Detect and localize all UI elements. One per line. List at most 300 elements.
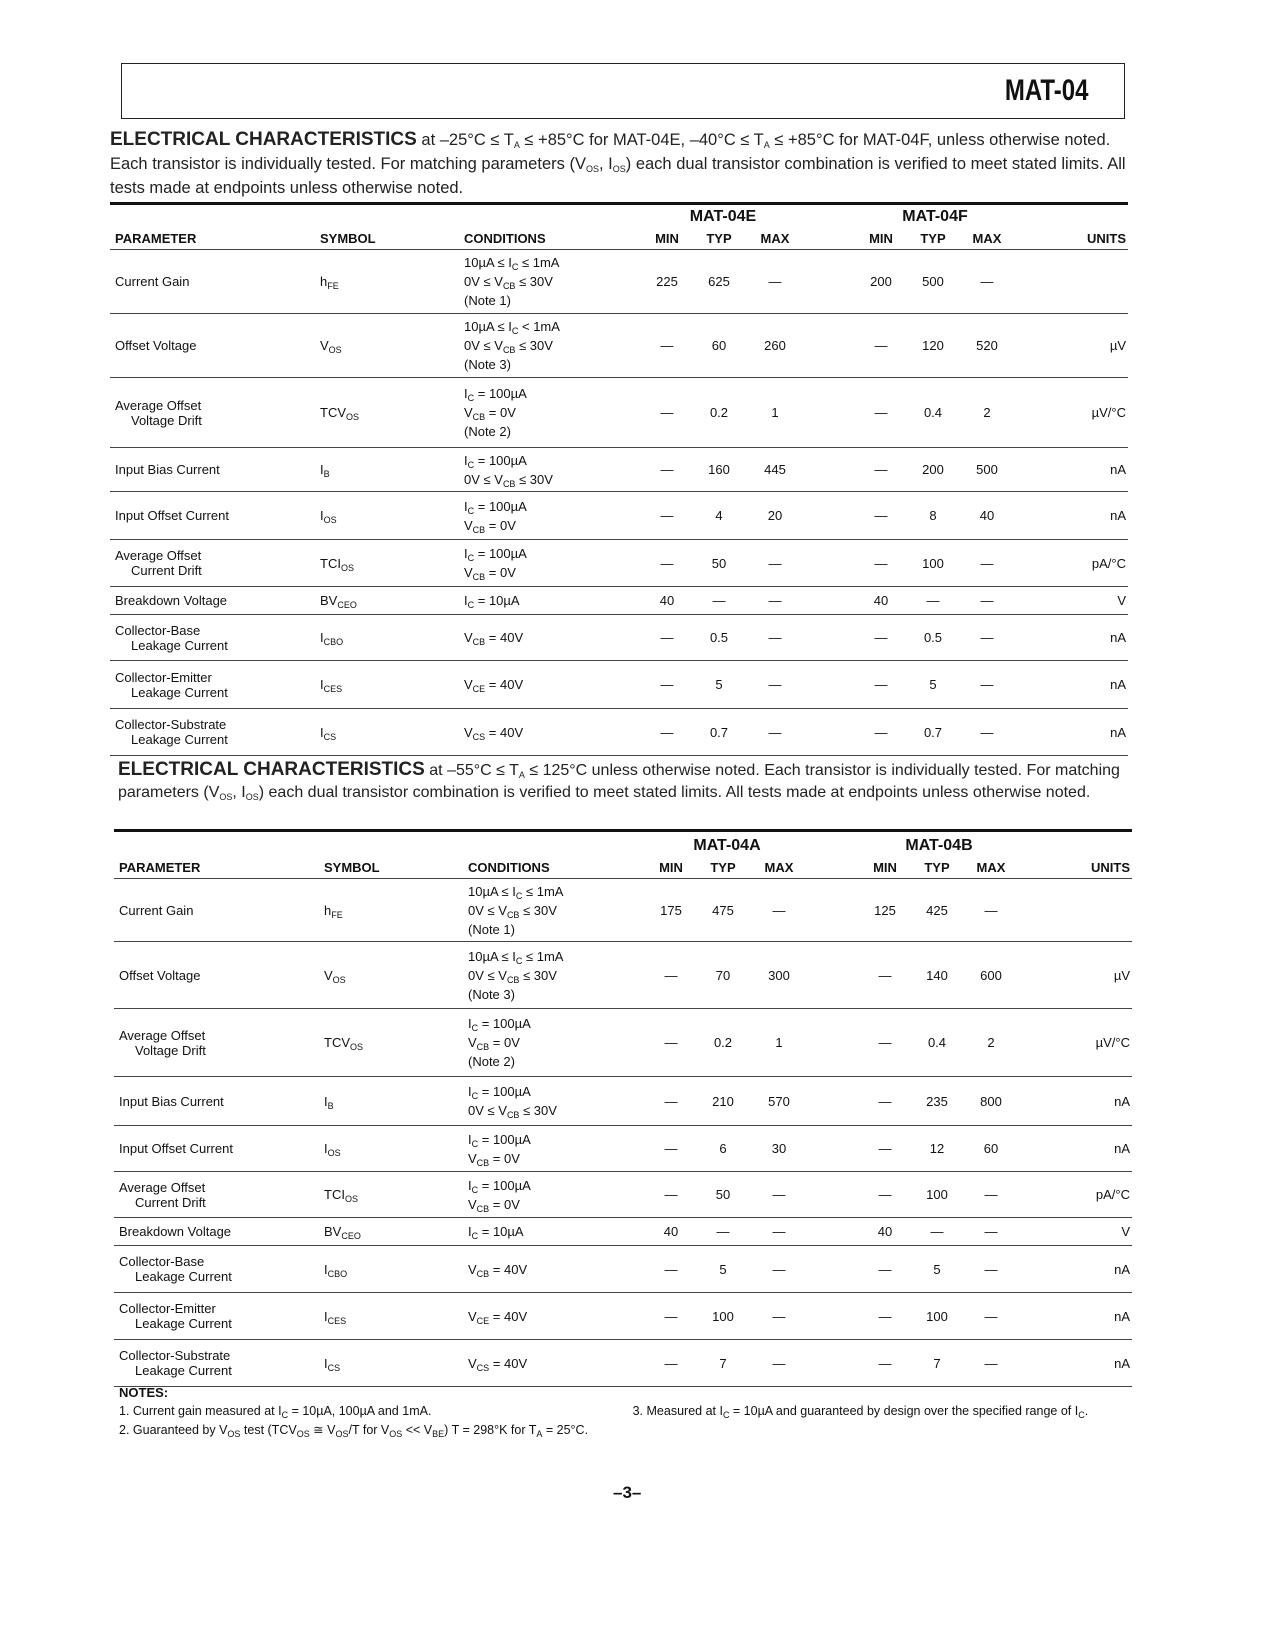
max-value: — <box>984 902 998 918</box>
column-header-row <box>114 856 1132 879</box>
conditions-cell <box>466 947 644 1004</box>
typ-value: 4 <box>715 508 723 523</box>
symbol-cell: $I_{CS}$ <box>320 724 337 742</box>
typ-value: 625 <box>708 274 730 289</box>
symbol-cell: $BV_{CEO}$ <box>324 1224 361 1241</box>
max-value: — <box>768 724 782 740</box>
max-value: 300 <box>768 967 790 983</box>
table-row <box>114 1009 1132 1077</box>
condition-line: $I_C = 100\mu A$ <box>464 452 527 470</box>
parameter-line: Current Drift <box>131 563 202 578</box>
parameter-line: Average Offset <box>115 397 202 413</box>
min-value: 225 <box>656 274 678 289</box>
group-label: MAT-04B <box>905 837 973 854</box>
part-number-title: MAT-04 <box>1004 74 1088 107</box>
table-row <box>110 587 1128 615</box>
condition-line: $10\mu A \le I_C \le 1mA$ <box>468 948 564 966</box>
units-cell: pA/°C <box>1095 1187 1130 1202</box>
column-header: TYP <box>920 230 946 246</box>
column-header: MIN <box>873 859 897 875</box>
max-value: — <box>984 1355 998 1371</box>
typ-value: 5 <box>933 1261 941 1277</box>
max-value: 600 <box>980 967 1002 983</box>
group-header-row <box>110 207 1128 227</box>
condition-line: $I_C = 100\mu A$ <box>468 1131 531 1149</box>
typ-value: 100 <box>926 1187 948 1202</box>
symbol-cell: $I_{CBO}$ <box>320 630 344 647</box>
max-value: 30 <box>771 1141 787 1156</box>
parameter-cell <box>114 1254 322 1284</box>
parameter-line: Leakage Current <box>135 1316 232 1331</box>
condition-line: $I_C = 100\mu A$ <box>468 1177 531 1195</box>
table-row <box>110 314 1128 378</box>
notes <box>119 1383 1129 1440</box>
symbol-cell: $TCI_{OS}$ <box>320 555 354 573</box>
min-value: — <box>660 462 674 477</box>
column-header: TYP <box>710 859 736 875</box>
min-value: — <box>660 338 674 353</box>
conditions-cell <box>462 675 640 694</box>
table-row <box>110 661 1128 709</box>
note-3: 3. Measured at $I_C = 10\mu A$ and guaranteed by design over the specified range of $I_C$. <box>632 1404 1089 1420</box>
min-value: — <box>878 1141 892 1156</box>
table-row <box>110 540 1128 587</box>
typ-value: 7 <box>933 1355 941 1371</box>
condition-line: $V_{CB} = 40V$ <box>464 630 524 647</box>
condition-line: $0V \le V_{CB} \le 30V$ <box>464 338 553 355</box>
max-value: 1 <box>771 405 779 420</box>
symbol-cell: $I_B$ <box>320 462 330 479</box>
condition-line: $V_{CE} = 40V$ <box>468 1308 528 1326</box>
min-value: 175 <box>660 902 682 918</box>
parameter-line: Leakage Current <box>135 1269 232 1284</box>
page-number: –3– <box>613 1483 642 1502</box>
min-value: — <box>660 508 674 523</box>
condition-line: $10\mu A \le I_C \le 1mA$ <box>468 883 564 901</box>
parameter-cell <box>114 1094 322 1109</box>
parameter-line: Voltage Drift <box>131 412 202 428</box>
max-value: — <box>772 1224 786 1239</box>
parameter-line: Collector-Emitter <box>119 1301 216 1316</box>
symbol-cell: $I_B$ <box>324 1093 334 1111</box>
condition-line: $0V \le V_{CB} \le 30V$ <box>468 967 557 985</box>
parameter-line: Average Offset <box>115 548 202 563</box>
min-value: — <box>878 967 892 983</box>
parameter-cell <box>114 1028 322 1058</box>
condition-line: $V_{CB} = 0V$ <box>464 565 516 582</box>
max-value: — <box>772 1261 786 1277</box>
units-cell: µV <box>1113 967 1130 983</box>
min-value: — <box>664 1187 678 1202</box>
min-value: — <box>660 405 674 420</box>
typ-value: — <box>930 1224 944 1239</box>
column-header: CONDITIONS <box>464 230 546 246</box>
table-row <box>110 492 1128 540</box>
units-cell: nA <box>1110 630 1126 645</box>
parameter-cell <box>110 462 318 477</box>
symbol-cell: $I_{CES}$ <box>320 677 343 694</box>
group-label: MAT-04F <box>902 208 968 225</box>
condition-line: $0V \le V_{CB} \le 30V$ <box>468 902 557 920</box>
condition-line: $V_{CB} = 0V$ <box>468 1196 520 1214</box>
min-value: 40 <box>873 593 889 608</box>
typ-value: 0.4 <box>923 405 943 420</box>
symbol-cell: $h_{FE}$ <box>324 902 343 920</box>
max-value: — <box>980 724 994 740</box>
divider <box>110 202 1128 205</box>
parameter-line: Average Offset <box>119 1179 206 1195</box>
typ-value: 0.2 <box>713 1035 733 1050</box>
max-value: — <box>984 1261 998 1277</box>
conditions-cell <box>462 544 640 582</box>
min-value: — <box>664 967 678 983</box>
conditions-cell <box>462 451 640 489</box>
table-row <box>114 879 1132 942</box>
parameter-cell <box>110 338 318 353</box>
units-cell: nA <box>1110 677 1126 692</box>
typ-value: 5 <box>719 1261 727 1277</box>
symbol-cell: $TCV_{OS}$ <box>324 1035 364 1052</box>
group-label: MAT-04E <box>689 208 757 225</box>
table-row <box>110 448 1128 492</box>
min-value: — <box>878 1187 892 1202</box>
condition-line: (Note 1) <box>468 921 515 937</box>
min-value: — <box>878 1355 892 1371</box>
condition-line: $I_C = 100\mu A$ <box>464 498 527 516</box>
parameter-cell <box>110 548 318 578</box>
table-row <box>114 1293 1132 1340</box>
header-box <box>121 63 1125 119</box>
min-value: — <box>878 1261 892 1277</box>
section-intro-2: ELECTRICAL CHARACTERISTICS at $-55^\circ C \le T_A \le 125^\circ C$ unless otherwise noted. Each transistor is individually tested. For matching parameters ($V_{OS}$, $I_{OS}$) each dual transistor combination is verified to meet stated limits. All tests made at endpoints unless otherwise noted. <box>118 759 1120 802</box>
max-value: — <box>772 1308 786 1324</box>
units-cell: V <box>1117 593 1126 608</box>
condition-line: (Note 3) <box>468 986 515 1002</box>
typ-value: 100 <box>712 1308 734 1324</box>
typ-value: 70 <box>715 967 731 983</box>
parameter-cell <box>110 717 318 747</box>
symbol-cell: $I_{OS}$ <box>324 1141 341 1158</box>
typ-value: 5 <box>929 677 937 692</box>
typ-value: 6 <box>719 1141 727 1156</box>
units-cell: pA/°C <box>1091 555 1126 571</box>
parameter-cell <box>114 903 322 918</box>
parameter-cell <box>114 1301 322 1331</box>
typ-value: 235 <box>926 1093 948 1109</box>
max-value: — <box>984 1308 998 1324</box>
parameter-line: Collector-Emitter <box>115 669 212 685</box>
conditions-cell <box>462 628 640 647</box>
max-value: 570 <box>768 1093 790 1109</box>
parameter-cell <box>114 1348 322 1378</box>
conditions-cell <box>462 317 640 374</box>
min-value: — <box>660 724 674 740</box>
parameter-cell <box>114 1224 322 1239</box>
min-value: — <box>878 1035 892 1050</box>
units-cell: nA <box>1110 508 1126 523</box>
typ-value: 425 <box>926 902 948 918</box>
column-header: MAX <box>972 230 1002 246</box>
condition-line: (Note 2) <box>464 424 511 439</box>
typ-value: 140 <box>926 967 948 983</box>
max-value: 40 <box>979 508 995 523</box>
min-value: 125 <box>874 902 896 918</box>
column-header: SYMBOL <box>324 859 380 875</box>
max-value: 800 <box>980 1093 1002 1109</box>
parameter-line: Average Offset <box>119 1027 206 1043</box>
conditions-cell <box>462 384 640 441</box>
min-value: — <box>878 1308 892 1324</box>
symbol-cell: $I_{CES}$ <box>324 1308 347 1326</box>
group-header-row <box>114 836 1132 856</box>
max-value: 445 <box>764 462 786 477</box>
parameter-line: Leakage Current <box>131 637 228 653</box>
min-value: — <box>874 630 888 645</box>
characteristics-table-e-f <box>110 207 1128 756</box>
typ-value: 12 <box>929 1141 945 1156</box>
typ-value: 5 <box>715 677 723 692</box>
parameter-line: Collector-Substrate <box>115 717 227 732</box>
units-cell: nA <box>1114 1141 1130 1156</box>
conditions-cell <box>462 253 640 310</box>
max-value: 20 <box>767 508 783 523</box>
parameter-line: Collector-Base <box>119 1254 205 1269</box>
conditions-cell <box>462 497 640 535</box>
symbol-cell: $V_{OS}$ <box>320 338 342 355</box>
max-value: — <box>980 677 994 692</box>
condition-line: $I_C = 100\mu A$ <box>464 546 527 563</box>
typ-value: — <box>716 1224 730 1239</box>
max-value: — <box>980 274 994 289</box>
divider <box>114 829 1132 832</box>
typ-value: 200 <box>922 462 944 477</box>
condition-line: $V_{CS} = 40V$ <box>468 1355 528 1373</box>
min-value: — <box>874 724 888 740</box>
parameter-cell <box>110 398 318 428</box>
parameter-cell <box>114 968 322 983</box>
note-1: 1. Current gain measured at $I_C = 10\mu A$, 100µA and 1mA. <box>119 1404 432 1420</box>
condition-line: $V_{CB} = 0V$ <box>464 517 516 535</box>
column-header: PARAMETER <box>119 859 201 875</box>
table-row <box>114 1172 1132 1218</box>
units-cell: nA <box>1114 1093 1130 1109</box>
max-value: — <box>772 1355 786 1371</box>
condition-line: $0V \le V_{CB} \le 30V$ <box>464 274 553 291</box>
column-header: MAX <box>760 230 790 246</box>
symbol-cell: $V_{OS}$ <box>324 967 346 985</box>
condition-line: $0V \le V_{CB} \le 30V$ <box>468 1103 557 1120</box>
min-value: — <box>664 1261 678 1277</box>
parameter-line: Collector-Substrate <box>119 1348 231 1363</box>
note-2: 2. Guaranteed by $V_{OS}$ test ($TCV_{OS}$ ≅ $V_{OS}/T$ for $V_{OS} << V_{BE}$) T = 298°K for $T_A = 25^\circ C$. <box>119 1423 589 1439</box>
condition-line: $0V \le V_{CB} \le 30V$ <box>464 471 553 489</box>
condition-line: $I_C = 100\mu A$ <box>468 1016 531 1033</box>
min-value: — <box>664 1035 678 1050</box>
min-value: — <box>660 677 674 692</box>
column-header: MAX <box>764 859 794 875</box>
condition-line: $I_C = 100\mu A$ <box>464 386 527 403</box>
parameter-line: Input Offset Current <box>119 1141 233 1156</box>
min-value: 40 <box>877 1224 893 1239</box>
conditions-cell <box>466 1130 644 1168</box>
units-cell: nA <box>1110 724 1126 740</box>
typ-value: 210 <box>712 1093 734 1109</box>
conditions-cell <box>462 591 640 610</box>
notes-title: NOTES: <box>119 1385 169 1400</box>
parameter-line: Input Offset Current <box>115 508 229 523</box>
parameter-line: Current Drift <box>135 1194 206 1210</box>
column-header: UNITS <box>1091 859 1130 875</box>
max-value: — <box>768 274 782 289</box>
min-value: — <box>874 555 888 571</box>
table-row <box>114 1340 1132 1387</box>
column-header: MIN <box>869 230 893 246</box>
parameter-line: Offset Voltage <box>119 967 201 983</box>
parameter-line: Breakdown Voltage <box>119 1224 232 1239</box>
parameter-line: Offset Voltage <box>115 338 197 353</box>
max-value: — <box>984 1224 998 1239</box>
condition-line: $I_C = 10\mu A$ <box>468 1224 524 1241</box>
section-intro-1: ELECTRICAL CHARACTERISTICS at $-25^\circ C \le T_A \le +85^\circ C$ for MAT-04E, $-40^\circ C \le T_A \le +85^\circ C$ for MAT-04F, unless otherwise noted. Each transistor is individually tested. For matching parameters ($V_{OS}$, $I_{OS}$) each dual transistor combination is verified to meet stated limits. All tests made at endpoints unless otherwise noted. <box>110 129 1126 197</box>
parameter-cell <box>114 1141 322 1156</box>
units-cell: nA <box>1110 462 1126 477</box>
typ-value: 0.2 <box>709 405 729 420</box>
symbol-cell: $h_{FE}$ <box>320 274 339 291</box>
max-value: — <box>768 677 782 692</box>
max-value: — <box>772 1187 786 1202</box>
parameter-line: Input Bias Current <box>119 1093 224 1109</box>
typ-value: — <box>926 593 940 608</box>
group-label: MAT-04A <box>693 837 761 854</box>
max-value: — <box>768 593 782 608</box>
parameter-cell <box>110 593 318 608</box>
parameter-line: Leakage Current <box>135 1363 232 1378</box>
conditions-cell <box>466 1014 644 1071</box>
min-value: — <box>874 677 888 692</box>
condition-line: $V_{CB} = 40V$ <box>468 1261 528 1279</box>
max-value: — <box>980 630 994 645</box>
column-header: UNITS <box>1087 230 1126 246</box>
typ-value: 7 <box>719 1355 727 1371</box>
max-value: 2 <box>987 1035 995 1050</box>
section-title: ELECTRICAL CHARACTERISTICS <box>110 129 417 150</box>
min-value: — <box>874 338 888 353</box>
parameter-line: Leakage Current <box>131 732 228 747</box>
column-header: PARAMETER <box>115 230 197 246</box>
symbol-cell: $TCV_{OS}$ <box>320 405 360 422</box>
typ-value: 60 <box>711 338 727 353</box>
column-header: TYP <box>706 230 732 246</box>
table-row <box>110 615 1128 661</box>
min-value: 200 <box>870 274 892 289</box>
condition-line: (Note 1) <box>464 293 511 308</box>
parameter-cell <box>114 1180 322 1210</box>
condition-line: $V_{CB} = 0V$ <box>468 1035 520 1052</box>
parameter-cell <box>110 623 318 653</box>
condition-line: $I_C = 100\mu A$ <box>468 1084 531 1101</box>
table-row <box>114 1246 1132 1293</box>
min-value: — <box>874 462 888 477</box>
max-value: 2 <box>983 405 991 420</box>
conditions-cell <box>466 1354 644 1373</box>
conditions-cell <box>466 1082 644 1120</box>
parameter-cell <box>110 274 318 289</box>
parameter-cell <box>110 670 318 700</box>
typ-value: 0.4 <box>927 1035 947 1050</box>
min-value: — <box>660 630 674 645</box>
max-value: 60 <box>983 1141 999 1156</box>
units-cell: nA <box>1114 1355 1130 1371</box>
symbol-cell: $I_{OS}$ <box>320 508 337 525</box>
max-value: 520 <box>976 338 998 353</box>
table-row <box>114 1218 1132 1246</box>
units-cell: µV/°C <box>1095 1035 1130 1050</box>
conditions-cell <box>466 882 644 939</box>
units-cell: µV <box>1109 338 1126 353</box>
units-cell: nA <box>1114 1308 1130 1324</box>
min-value: — <box>878 1093 892 1109</box>
parameter-line: Input Bias Current <box>115 462 220 477</box>
conditions-cell <box>466 1307 644 1326</box>
typ-value: 100 <box>922 555 944 571</box>
min-value: — <box>874 405 888 420</box>
condition-line: $10\mu A \le I_C \le 1mA$ <box>464 255 560 272</box>
typ-value: — <box>712 593 726 608</box>
parameter-line: Collector-Base <box>115 622 201 638</box>
max-value: 500 <box>976 462 998 477</box>
condition-line: (Note 3) <box>464 357 511 372</box>
conditions-cell <box>466 1260 644 1279</box>
parameter-line: Voltage Drift <box>135 1042 206 1058</box>
section-title: ELECTRICAL CHARACTERISTICS <box>118 759 425 780</box>
max-value: — <box>980 593 994 608</box>
typ-value: 0.5 <box>923 630 943 645</box>
min-value: 40 <box>659 593 675 608</box>
parameter-line: Breakdown Voltage <box>115 593 228 608</box>
table-row <box>110 250 1128 314</box>
column-header: MIN <box>655 230 679 246</box>
condition-line: $10\mu A \le I_C < 1mA$ <box>464 319 560 336</box>
condition-line: $V_{CB} = 0V$ <box>468 1150 520 1168</box>
parameter-line: Leakage Current <box>131 684 228 700</box>
conditions-cell <box>462 723 640 742</box>
max-value: — <box>768 555 782 571</box>
column-header: MAX <box>976 859 1006 875</box>
units-cell: V <box>1121 1224 1130 1239</box>
typ-value: 475 <box>712 902 734 918</box>
condition-line: $V_{CB} = 0V$ <box>464 405 516 422</box>
min-value: — <box>664 1141 678 1156</box>
max-value: — <box>768 630 782 645</box>
parameter-line: Current Gain <box>119 902 194 918</box>
max-value: — <box>772 902 786 918</box>
typ-value: 120 <box>922 338 944 353</box>
condition-line: $V_{CS} = 40V$ <box>464 724 524 742</box>
max-value: 1 <box>775 1035 783 1050</box>
characteristics-table-a-b <box>114 836 1132 1387</box>
column-header: MIN <box>659 859 683 875</box>
typ-value: 0.7 <box>923 724 943 740</box>
typ-value: 0.7 <box>709 724 729 740</box>
max-value: 260 <box>764 338 786 353</box>
table-row <box>114 1077 1132 1126</box>
min-value: 40 <box>663 1224 679 1239</box>
typ-value: 160 <box>708 462 730 477</box>
symbol-cell: $BV_{CEO}$ <box>320 593 357 610</box>
condition-line: $V_{CE} = 40V$ <box>464 677 524 694</box>
parameter-cell <box>110 508 318 523</box>
conditions-cell <box>466 1222 644 1241</box>
